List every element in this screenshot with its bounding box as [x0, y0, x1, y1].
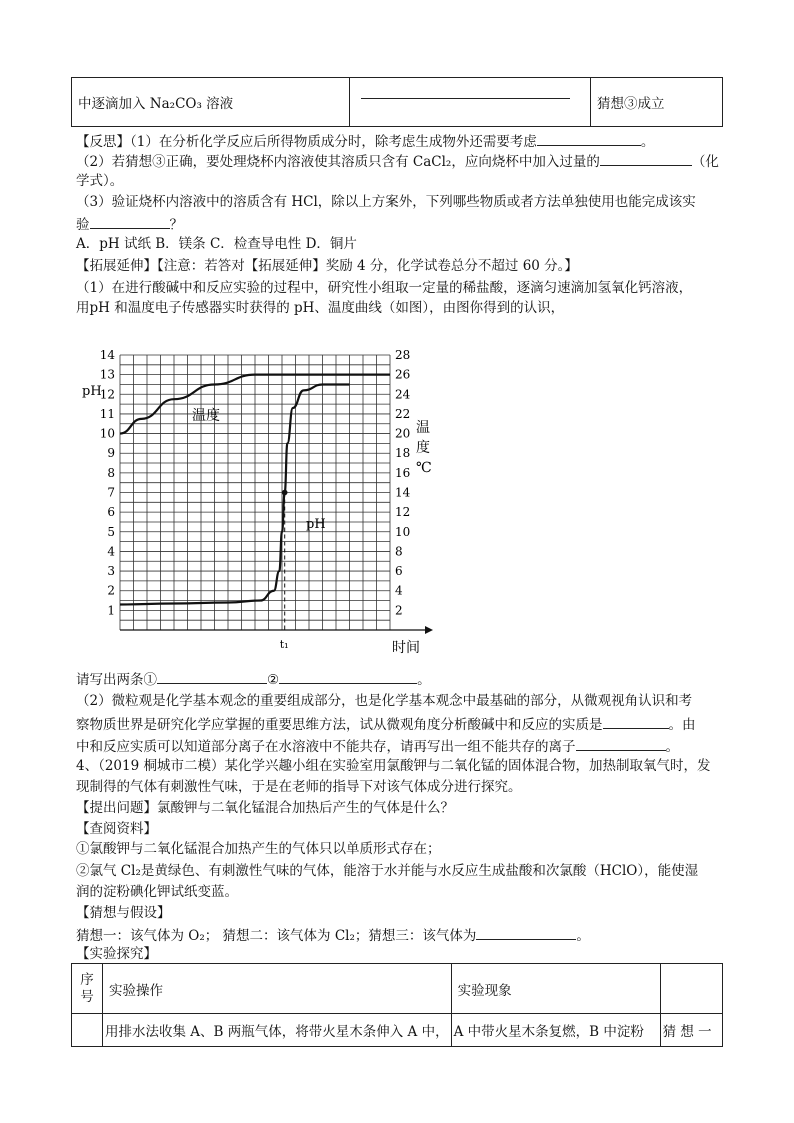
right-tick-label: 24	[395, 387, 411, 402]
extension-header: 【拓展延伸】【注意：若答对【拓展延伸】奖励 4 分，化学试卷总分不超过 60 分。】	[76, 258, 578, 274]
reference-1: ①氯酸钾与二氧化锰混合加热产生的气体只以单质形式存在；	[76, 841, 441, 857]
right-axis-label-char: 温	[416, 420, 430, 436]
x-tick-t1: t₁	[279, 638, 289, 651]
x-axis-label: 时间	[392, 640, 420, 656]
right-tick-label: 18	[395, 446, 411, 461]
left-tick-label: 6	[107, 505, 115, 520]
right-tick-label: 2	[395, 603, 403, 618]
chart-grid	[120, 355, 390, 630]
hypothesis-heading: 【猜想与假设】	[76, 905, 171, 921]
left-tick-label: 14	[99, 348, 115, 362]
table-header-conclusion	[660, 964, 722, 1014]
x-axis-arrow	[425, 626, 433, 634]
right-tick-label: 16	[395, 465, 411, 480]
left-tick-label: 4	[107, 544, 115, 559]
ph-temperature-chart	[70, 340, 440, 660]
left-tick-label: 5	[107, 524, 115, 539]
answer-blank	[90, 214, 170, 229]
right-tick-label: 10	[395, 524, 411, 539]
table-cell: 猜 想 一	[660, 1014, 722, 1047]
right-tick-label: 4	[395, 583, 403, 598]
left-tick-label: 2	[107, 583, 115, 598]
right-tick-label: 12	[395, 505, 411, 520]
answer-blank	[576, 736, 666, 751]
references-heading: 【查阅资料】	[76, 821, 157, 837]
micro-line-1: （2）微粒观是化学基本观念的重要组成部分，也是化学基本观念中最基础的部分，从微观视角认识和考	[76, 693, 693, 709]
answer-blank	[476, 925, 576, 940]
right-axis-label-char: ℃	[416, 460, 432, 476]
left-axis-ticks	[100, 348, 116, 617]
left-tick-label: 12	[99, 387, 115, 402]
left-tick-label: 3	[107, 564, 115, 579]
series-label-temperature: 温度	[192, 408, 220, 424]
top-table	[71, 77, 723, 127]
right-tick-label: 26	[395, 367, 411, 382]
problem-heading: 【提出问题】氯酸钾与二氧化锰混合加热后产生的气体是什么？	[76, 800, 454, 816]
answer-line-two: 请写出两条① ② 。	[76, 669, 431, 689]
left-axis-label: pH	[82, 384, 102, 399]
micro-line-2: 察物质世界是研究化学应掌握的重要思维方法，试从微观角度分析酸碱中和反应的实质是 。由	[76, 714, 696, 734]
left-tick-label: 10	[99, 426, 115, 441]
extension-line-2: 用pH 和温度电子传感器实时获得的 pH、温度曲线（如图），由图你得到的认识，	[76, 300, 565, 316]
reflection-line-1: 【反思】（1）在分析化学反应后所得物质成分时，除考虑生成物外还需要考虑 。	[76, 131, 654, 151]
table-cell	[72, 1014, 103, 1047]
table-header-operation: 实验操作	[103, 964, 452, 1014]
top-table-cell-2	[350, 78, 591, 127]
left-tick-label: 8	[107, 465, 115, 480]
right-tick-label: 8	[395, 544, 403, 559]
right-tick-label: 28	[395, 348, 411, 362]
answer-blank	[157, 669, 267, 684]
chart-labels	[82, 384, 432, 656]
left-tick-label: 1	[107, 603, 115, 618]
reflection-line-5: 验 ？	[76, 214, 183, 234]
experiment-table	[71, 963, 723, 1047]
right-tick-label: 6	[395, 564, 403, 579]
answer-blank	[537, 131, 641, 146]
left-tick-label: 11	[99, 406, 115, 421]
answer-blank	[603, 714, 669, 729]
right-axis-ticks	[395, 348, 411, 617]
answer-blank	[361, 98, 570, 99]
top-table-cell-3: 猜想③成立	[591, 78, 723, 127]
right-tick-label: 14	[395, 485, 411, 500]
question-4-line-1: 4、（2019 桐城市二模）某化学兴趣小组在实验室用氯酸钾与二氧化锰的固体混合物，加热制取氧气时，发	[76, 758, 711, 774]
reflection-line-4: （3）验证烧杯内溶液中的溶质含有 HCl，除以上方案外，下列哪些物质或者方法单独使用也能完成该实	[76, 194, 696, 210]
table-cell: A 中带火星木条复燃，B 中淀粉	[451, 1014, 660, 1047]
table-header-index: 序号	[72, 964, 103, 1014]
hypothesis-line: 猜想一：该气体为 O₂； 猜想二：该气体为 Cl₂；猜想三：该气体为 。	[76, 925, 590, 945]
experiment-heading: 【实验探究】	[76, 946, 157, 962]
left-tick-label: 13	[99, 367, 115, 382]
reflection-line-3: 学式）。	[76, 173, 124, 189]
equivalence-point	[282, 490, 288, 496]
extension-line-1: （1）在进行酸碱中和反应实验的过程中，研究性小组取一定量的稀盐酸，逐滴匀速滴加氢氧化钙溶液，	[76, 280, 693, 296]
options-line: A．pH 试纸 B．镁条 C．检查导电性 D．铜片	[76, 236, 357, 252]
chart-axes	[120, 626, 433, 634]
left-tick-label: 9	[107, 446, 115, 461]
reflection-line-2: （2）若猜想③正确，要处理烧杯内溶液使其溶质只含有 CaCl₂，应向烧杯中加入过量的 （化	[76, 151, 719, 171]
right-tick-label: 22	[395, 406, 411, 421]
right-tick-label: 20	[395, 426, 411, 441]
question-4-line-2: 现制得的气体有刺激性气味，于是在老师的指导下对该气体成分进行探究。	[76, 779, 522, 795]
series-label-ph: pH	[306, 517, 326, 532]
right-axis-label-char: 度	[416, 440, 430, 456]
micro-line-3: 中和反应实质可以知道部分离子在水溶液中不能共存，请再写出一组不能共存的离子 。	[76, 736, 679, 756]
table-header-phenomenon: 实验现象	[451, 964, 660, 1014]
top-table-cell-1: 中逐滴加入 Na₂CO₃ 溶液	[72, 78, 350, 127]
answer-blank	[279, 669, 417, 684]
reference-2-line-1: ②氯气 Cl₂是黄绿色、有刺激性气味的气体，能溶于水并能与水反应生成盐酸和次氯酸（HClO），能使湿	[76, 863, 699, 879]
reference-2-line-2: 润的淀粉碘化钾试纸变蓝。	[76, 884, 238, 900]
answer-blank	[600, 151, 692, 166]
left-tick-label: 7	[107, 485, 115, 500]
table-cell: 用排水法收集 A、B 两瓶气体，将带火星木条伸入 A 中，	[103, 1014, 452, 1047]
